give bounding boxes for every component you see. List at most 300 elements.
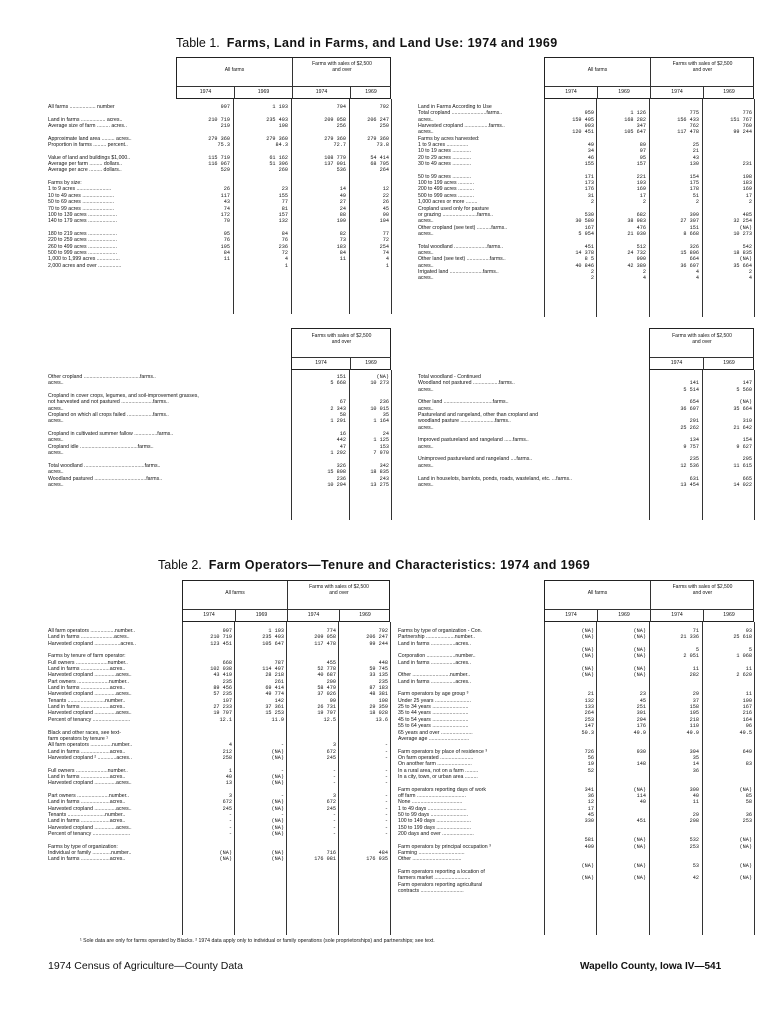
row-label: Other ..........................number..: [398, 672, 471, 679]
table-cell: 2: [642, 268, 646, 275]
table-cell: 253: [742, 818, 752, 825]
table-cell: (NA): [739, 399, 752, 406]
row-label: Farm operators reporting a location of: [398, 869, 485, 876]
table-cell: 664: [689, 256, 699, 263]
table-cell: (NA): [581, 647, 594, 654]
table-cell: 49 774: [265, 691, 284, 698]
row-label: Average per acre ......... dollars..: [48, 167, 122, 174]
row-label: On farm operated .......................: [398, 754, 474, 761]
col-header-sales: Farms with sales of $2,500 and over: [309, 584, 369, 596]
table-cell: 53: [692, 862, 699, 869]
row-label: acres..: [418, 481, 434, 488]
table2-left-col3: [288, 628, 336, 863]
row-label: farm operators by tenure ¹: [48, 735, 108, 742]
table-cell: 102 038: [210, 666, 232, 673]
row-label: acres..: [418, 218, 434, 225]
table-cell: 631: [689, 475, 699, 482]
table-cell: 253: [689, 843, 699, 850]
row-label: acres..: [48, 469, 64, 476]
row-label: Total woodland .......................farms..: [418, 243, 504, 250]
table-cell: 117 478: [677, 129, 699, 136]
table-cell: 216: [742, 710, 752, 717]
table-cell: 82: [339, 230, 346, 237]
year-1969: 1969: [365, 89, 377, 95]
table-cell: 36 697: [680, 405, 699, 412]
row-label: acres..: [418, 275, 434, 282]
row-label: Land in farms ................. acres..: [48, 116, 123, 123]
row-label: 1 to 9 acres ........................: [48, 186, 112, 193]
table-cell: -: [228, 831, 232, 837]
table-cell: 35 664: [733, 262, 752, 269]
table-cell: 21: [692, 148, 699, 155]
table-cell: (NA): [271, 805, 284, 812]
table-cell: 43: [692, 154, 699, 161]
table-cell: 46: [587, 154, 594, 161]
table-cell: 200: [326, 678, 336, 685]
table-cell: 11: [339, 256, 346, 263]
table-cell: 99: [329, 697, 336, 704]
table-cell: 1 193: [272, 104, 288, 110]
table-cell: 959: [584, 110, 594, 117]
table1-left-col1: [178, 104, 230, 269]
table-cell: 11: [745, 691, 752, 698]
row-label: In a city, town, or urban area .........: [398, 773, 478, 780]
table-cell: 29: [692, 691, 699, 698]
table-cell: 42: [692, 875, 699, 882]
table-cell: 654: [689, 399, 699, 406]
table-cell: -: [384, 831, 388, 837]
row-label: acres..: [48, 437, 64, 444]
table1-left-col3: [294, 104, 346, 269]
table1-lower-right-header: [649, 328, 754, 370]
table-cell: 13: [225, 780, 232, 787]
table-cell: 17: [745, 192, 752, 199]
table-cell: (NA): [376, 374, 389, 380]
row-label: 1,000 to 1,999 acres ................: [48, 256, 120, 263]
row-label: Approximate land area ......... acres..: [48, 135, 132, 142]
table-cell: [294, 263, 346, 269]
row-label: 2,000 acres and over ................: [48, 262, 122, 269]
table-cell: -: [384, 742, 388, 749]
table-cell: 89 456: [213, 685, 232, 692]
table-cell: 260: [278, 167, 288, 174]
table-cell: 151 767: [730, 116, 752, 123]
table-cell: 294: [636, 716, 646, 723]
table-cell: 4: [695, 275, 699, 282]
table-cell: 137 001: [324, 161, 346, 168]
row-label: 20 to 29 acres .............: [418, 154, 472, 161]
table-cell: 716: [326, 850, 336, 857]
table-cell: 210 719: [208, 116, 230, 123]
row-label: Land in farms ....................acres..: [48, 704, 126, 711]
table-cell: 120 451: [572, 129, 594, 136]
table-cell: 236: [379, 399, 389, 406]
table-cell: 104: [379, 218, 389, 225]
table-cell: 70: [223, 218, 230, 225]
table-cell: 326: [689, 243, 699, 250]
year-1974: 1974: [671, 89, 683, 95]
table-cell: -: [384, 767, 388, 774]
year-1969: 1969: [618, 612, 630, 618]
year-1969: 1969: [723, 89, 735, 95]
table-cell: 776: [742, 110, 752, 117]
table-cell: 58: [339, 412, 346, 419]
row-label: Average size of farm ......... acres..: [48, 123, 127, 130]
row-label: Land in farms .................acres..: [398, 659, 471, 666]
row-label: farmers market .........................: [398, 875, 471, 882]
table-cell: 14 022: [733, 481, 752, 488]
table-cell: 279 360: [208, 135, 230, 142]
table-cell: 172: [220, 211, 230, 218]
table-cell: 235: [222, 678, 232, 685]
table-cell: 19 797: [317, 710, 336, 717]
table-cell: 110: [689, 723, 699, 730]
table-cell: 157: [636, 161, 646, 168]
col-header-sales: Farms with sales of $2,500 and over: [672, 61, 733, 73]
row-label: acres..: [48, 405, 64, 412]
row-label: acres..: [418, 230, 434, 237]
table-cell: (NA): [581, 628, 594, 634]
table-cell: 1 068: [736, 653, 752, 660]
table-cell: 903: [584, 123, 594, 130]
table-cell: 394: [689, 748, 699, 755]
row-label: 65 years and over ......................: [398, 729, 473, 736]
table-cell: 11: [692, 666, 699, 673]
row-label: Total woodland - Continued: [418, 374, 481, 380]
table-cell: -: [332, 767, 336, 774]
row-label: All farms .................. number: [48, 104, 115, 110]
table-cell: 159 495: [572, 116, 594, 123]
row-label: Farms by acres harvested:: [418, 135, 480, 142]
table-cell: 84: [223, 249, 230, 256]
table-cell: 4: [228, 742, 232, 749]
row-label: Harvested cropland ...............acres..: [48, 824, 132, 831]
table-cell: 448: [378, 659, 388, 666]
table-cell: -: [332, 831, 336, 837]
table-cell: 668: [222, 659, 232, 666]
table-cell: 123 451: [210, 640, 232, 647]
table-cell: 49.5: [739, 729, 752, 736]
table-cell: 218: [689, 716, 699, 723]
table-cell: 81: [281, 205, 288, 212]
table-cell: 997: [222, 628, 232, 634]
row-label: Total woodland ..........................................farms..: [48, 462, 161, 469]
row-label: 260 to 499 acres ....................: [48, 243, 117, 250]
table-cell: 930: [636, 748, 646, 755]
table-cell: 99 244: [733, 129, 752, 136]
table-cell: 51 396: [269, 161, 288, 168]
table-cell: 49: [587, 142, 594, 149]
table-cell: 100: [742, 697, 752, 704]
table-cell: 212: [222, 748, 232, 755]
table-cell: 3: [332, 742, 336, 749]
table-cell: 18 835: [370, 469, 389, 476]
row-label: Percent of tenancy ..........................: [48, 716, 131, 723]
table-cell: 4: [748, 275, 752, 282]
table-cell: 235 403: [262, 634, 284, 641]
table-cell: 301: [636, 710, 646, 717]
table-cell: 26: [223, 186, 230, 193]
table-cell: (NA): [633, 862, 646, 869]
table-cell: 341: [584, 786, 594, 793]
table-cell: 43 419: [213, 672, 232, 679]
table-cell: 105 647: [262, 640, 284, 647]
table2-right-col2: [598, 628, 646, 882]
row-label: None ...................................: [398, 799, 463, 806]
table-cell: -: [384, 754, 388, 761]
table-cell: 451: [636, 818, 646, 825]
table-cell: 25: [692, 142, 699, 149]
table1-left-col2: [236, 104, 288, 269]
table-cell: 282: [689, 672, 699, 679]
table-cell: 116 067: [208, 161, 230, 168]
table-cell: 236: [336, 475, 346, 482]
row-label: acres..: [418, 443, 434, 450]
col-header-all-farms: All farms: [587, 67, 608, 73]
row-label: woodland pasture ........................farms..: [418, 418, 511, 425]
table-cell: 176: [636, 723, 646, 730]
table-cell: 48 381: [369, 691, 388, 698]
table-cell: 142: [274, 697, 284, 704]
table-cell: (NA): [633, 837, 646, 844]
table-cell: 726: [584, 748, 594, 755]
table-cell: 28 218: [265, 672, 284, 679]
table-cell: 4: [642, 275, 646, 282]
row-label: acres..: [418, 116, 434, 123]
table-cell: 11: [745, 666, 752, 673]
table2-number: Table 2.: [158, 558, 202, 572]
table-cell: 168 282: [624, 116, 646, 123]
table-cell: (NA): [271, 748, 284, 755]
table-cell: 141: [689, 380, 699, 387]
row-label: Harvested cropland .................farms..: [418, 123, 505, 130]
table-cell: -: [332, 818, 336, 825]
table-cell: [178, 263, 230, 269]
table-cell: 442: [336, 437, 346, 444]
row-label: 180 to 219 acres ....................: [48, 230, 117, 237]
table-cell: 76: [223, 237, 230, 244]
table-cell: 775: [689, 110, 699, 117]
table1-lower-left-header: [291, 328, 391, 370]
table-cell: 40: [639, 799, 646, 806]
table-cell: (NA): [219, 856, 232, 863]
table-cell: (NA): [219, 850, 232, 857]
table-cell: 8 668: [683, 230, 699, 237]
table1-lower-right-col1: [651, 374, 699, 488]
row-label: 500 to 999 acres ....................: [48, 249, 117, 256]
table-cell: (NA): [271, 754, 284, 761]
table-cell: 24: [339, 205, 346, 212]
row-label: Harvested cropland ...............acres..: [48, 672, 132, 679]
table-cell: 34: [587, 148, 594, 155]
table-cell: 2: [590, 268, 594, 275]
table-cell: 10 294: [327, 481, 346, 488]
table-cell: -: [384, 792, 388, 799]
table-cell: 134: [689, 437, 699, 444]
table-cell: 68 705: [370, 161, 389, 168]
footer-publication: 1974 Census of Agriculture—County Data: [48, 960, 243, 972]
col-header-sales: Farms with sales of $2,500 and over: [672, 584, 733, 596]
table-cell: 512: [636, 243, 646, 250]
table-cell: -: [228, 811, 232, 818]
table-cell: 148: [636, 761, 646, 768]
row-label: Part owners ......................number..: [48, 678, 130, 685]
table-cell: (NA): [633, 647, 646, 654]
table1-title: [176, 36, 558, 50]
year-1974: 1974: [671, 612, 683, 618]
row-label: 25 to 34 years .........................: [398, 704, 469, 711]
table-cell: 451: [584, 243, 594, 250]
table-cell: 42 389: [627, 262, 646, 269]
row-label: Black and other races, see text-: [48, 729, 121, 736]
row-label: or grazing ........................farms..: [418, 211, 493, 218]
table-cell: 245: [326, 754, 336, 761]
table-cell: 75.3: [217, 142, 230, 149]
table-cell: 59 745: [369, 666, 388, 673]
table-cell: 26 731: [317, 704, 336, 711]
table-cell: 672: [326, 748, 336, 755]
row-label: Pastureland and rangeland, other than cropland and: [418, 412, 538, 419]
table-cell: (NA): [581, 672, 594, 679]
table-cell: 10 273: [733, 230, 752, 237]
row-label: Land in farms ....................acres..: [48, 856, 126, 863]
table-cell: 12: [382, 186, 389, 193]
table-cell: -: [384, 780, 388, 787]
table-cell: 99 244: [369, 640, 388, 647]
table-cell: 208: [689, 818, 699, 825]
table-cell: 33 135: [369, 672, 388, 679]
table-cell: 206 247: [367, 116, 389, 123]
table1-right-labels: [418, 104, 542, 282]
table-cell: (NA): [739, 862, 752, 869]
row-label: Unimproved pastureland and rangeland ....farms..: [418, 456, 533, 463]
table-cell: 15 253: [265, 710, 284, 717]
table-cell: 245: [326, 805, 336, 812]
table-cell: 27 233: [213, 704, 232, 711]
table-cell: 32 254: [733, 218, 752, 225]
table-cell: 84: [281, 230, 288, 237]
col-header-sales: Farms with sales of $2,500 and over: [311, 333, 372, 345]
table-cell: (NA): [271, 824, 284, 831]
row-label: Farms by type of organization:: [48, 843, 118, 850]
table-cell: 52: [587, 767, 594, 774]
table-cell: 279 360: [266, 135, 288, 142]
table-cell: 89: [639, 142, 646, 149]
table-cell: 2: [748, 199, 752, 206]
table-cell: 24 732: [627, 249, 646, 256]
row-label: 100 to 139 acres ....................: [48, 211, 117, 218]
table-cell: 154: [742, 437, 752, 444]
table-cell: 209 058: [314, 634, 336, 641]
table-cell: 195: [689, 710, 699, 717]
table-cell: 193: [636, 180, 646, 187]
table-cell: 158: [689, 704, 699, 711]
row-label: Harvested cropland ..................acres..: [48, 640, 136, 647]
table-cell: 157: [278, 211, 288, 218]
table-cell: 997: [220, 104, 230, 110]
table-cell: 114: [636, 792, 646, 799]
table-cell: 17: [639, 192, 646, 199]
table-cell: 31: [587, 192, 594, 199]
row-label: Harvested cropland ...............acres..: [48, 780, 132, 787]
row-label: 50 to 99 days ..........................: [398, 811, 469, 818]
table-cell: 67: [339, 399, 346, 406]
table-cell: 13.6: [375, 716, 388, 723]
table1-lower-left-col1: [294, 374, 346, 488]
footer-county-page: Wapello County, Iowa IV—541: [580, 961, 722, 972]
row-label: Farms by tenure of farm operator:: [48, 653, 126, 660]
table-cell: 52 778: [317, 666, 336, 673]
table-cell: 665: [742, 475, 752, 482]
table-cell: 151: [336, 374, 346, 380]
table-cell: (NA): [739, 843, 752, 850]
row-label: 1 to 9 acres ...............: [418, 142, 469, 149]
table2-footnote: ¹ Sole data are only for farms operated by Blacks. ² 1974 data apply only to individual or family operations (sole proprietorships) and partnerships; see text.: [80, 938, 435, 944]
row-label: Tenants ..........................number..: [48, 811, 126, 818]
table-cell: 183: [336, 243, 346, 250]
table-cell: 279 360: [324, 135, 346, 142]
col-header-sales: Farms with sales of $2,500 and over: [672, 333, 732, 345]
table-cell: 9 757: [683, 443, 699, 450]
year-1974: 1974: [203, 612, 215, 618]
table1-right-col3: [651, 104, 699, 282]
table-cell: 542: [742, 243, 752, 250]
table-cell: 19 797: [213, 710, 232, 717]
table1-left-labels: [48, 104, 174, 269]
year-1974: 1974: [565, 612, 577, 618]
table-cell: 175: [689, 180, 699, 187]
row-label: Harvested cropland ...............acres..: [48, 710, 132, 717]
table2-left-col1: [184, 628, 232, 863]
table-cell: 5 954: [578, 230, 594, 237]
row-label: Cropland on which all crops failed ..................farms..: [48, 412, 169, 419]
table-cell: 310: [742, 418, 752, 425]
table-cell: (NA): [271, 780, 284, 787]
table1-lower-left-labels: [48, 374, 288, 488]
table-cell: (NA): [633, 634, 646, 641]
table-cell: 1 291: [330, 418, 346, 425]
table-cell: -: [280, 742, 284, 749]
table-cell: 171: [584, 173, 594, 180]
table-cell: 409: [584, 843, 594, 850]
table-cell: 682: [636, 211, 646, 218]
table-cell: 10 015: [370, 405, 389, 412]
row-label: Land in farms ....................acres..: [48, 685, 126, 692]
table-cell: 990: [636, 256, 646, 263]
table-cell: 2: [695, 199, 699, 206]
table-cell: 164: [742, 716, 752, 723]
row-label: acres..: [418, 405, 434, 412]
table-cell: 5: [748, 647, 752, 654]
table-cell: 484: [378, 850, 388, 857]
year-1974: 1974: [199, 89, 212, 95]
row-label: 50 to 99 acres .............: [418, 173, 472, 180]
row-label: 100 to 149 days ........................: [398, 818, 471, 825]
table-cell: -: [332, 773, 336, 780]
table-cell: 792: [378, 628, 388, 634]
col-header-all-farms: All farms: [224, 67, 245, 73]
table-cell: 153: [379, 443, 389, 450]
table-cell: 774: [326, 628, 336, 634]
table-cell: 36 697: [680, 262, 699, 269]
table-cell: 93: [745, 628, 752, 634]
table-cell: 3: [228, 792, 232, 799]
row-label: Cropland in cover crops, legumes, and soil-improvement grasses,: [48, 393, 199, 400]
row-label: acres..: [418, 462, 434, 469]
table-cell: -: [384, 748, 388, 755]
row-label: 150 to 199 days ........................: [398, 824, 471, 831]
table-cell: 4: [284, 256, 288, 263]
